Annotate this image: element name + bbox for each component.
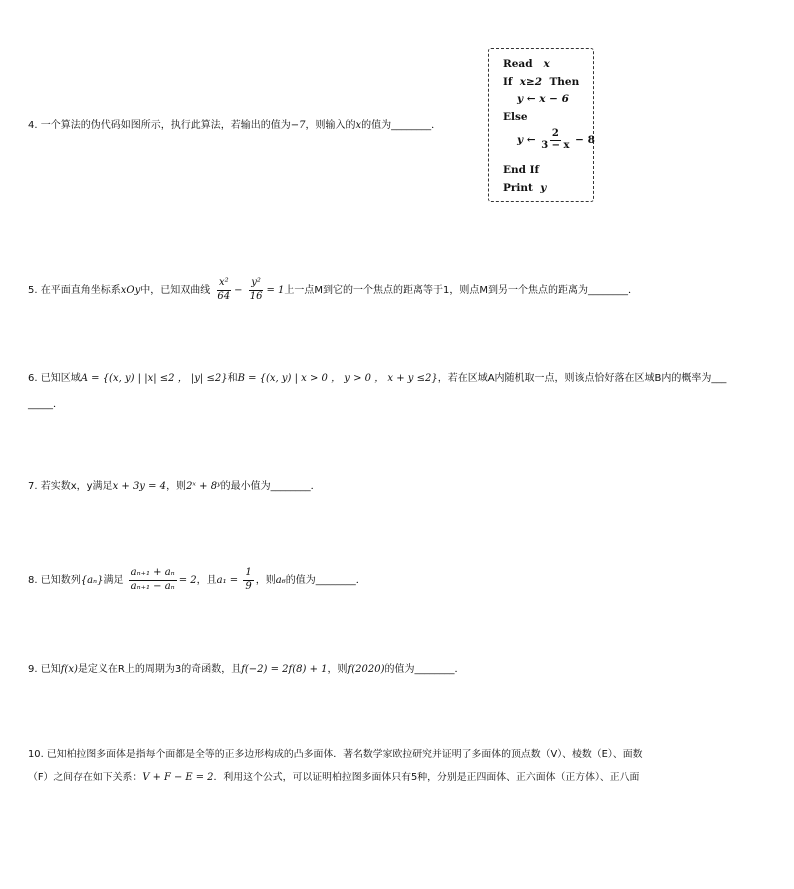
- pseudocode-box: [488, 48, 594, 202]
- question-10-line-1: [28, 750, 642, 760]
- q8-a1-fraction: [243, 568, 253, 592]
- q9-text-4: 的值为________．: [384, 664, 465, 675]
- q7-text-2: ，则: [166, 481, 187, 492]
- q6-text-2: ，若在区域A内随机取一点，则该点恰好落在区域B内的概率为___: [437, 373, 727, 384]
- q6-and: 和: [227, 373, 238, 384]
- q7-text-3: 的最小值为________．: [220, 481, 321, 492]
- q8-a1: a₁ =: [216, 575, 239, 586]
- question-6-line-2: [28, 400, 63, 410]
- code-assign-1: [517, 93, 569, 105]
- q8-fraction-den: aₙ₊₁ − aₙ: [130, 580, 175, 592]
- question-7: [28, 482, 321, 492]
- q8-text-3: ，且: [196, 575, 217, 586]
- q8-a1-num: 1: [243, 568, 253, 581]
- q7-expression: 2ˣ + 8ʸ: [186, 481, 221, 492]
- q9-target: f(2020): [347, 664, 385, 675]
- kw-print: Print: [503, 182, 533, 194]
- read-var: x: [543, 58, 550, 70]
- q10-formula: V + F − E = 2: [142, 772, 214, 783]
- code-read: [503, 58, 550, 70]
- kw-else: Else: [503, 111, 528, 123]
- question-8: [28, 568, 366, 592]
- code-if: [503, 76, 579, 88]
- q9-condition: f(−2) = 2f(8) + 1: [241, 664, 328, 675]
- q5-eq: = 1: [266, 285, 285, 296]
- q8-eq: = 2: [178, 575, 197, 586]
- if-condition: x≥2: [519, 76, 543, 88]
- q10-line-2b: ．利用这个公式，可以证明柏拉图多面体只有5种，分别是正四面体、正六面体（正方体）、正八面: [213, 772, 640, 783]
- q9-text: 9. 已知: [28, 664, 61, 675]
- q5-minus: −: [234, 285, 243, 296]
- kw-if: If: [503, 76, 513, 88]
- kw-end-if: End If: [503, 164, 540, 176]
- q7-text: 7. 若实数x，y满足: [28, 481, 113, 492]
- q9-text-3: ，则: [327, 664, 348, 675]
- assign-2-prefix: y ←: [517, 134, 536, 146]
- kw-then: Then: [549, 76, 580, 88]
- assign-2-fraction: [539, 129, 571, 151]
- q4-text: 4. 一个算法的伪代码如图所示，执行此算法，若输出的值为: [28, 120, 291, 131]
- q8-a1-den: 9: [245, 580, 252, 592]
- q6-line-2: _____．: [28, 399, 63, 410]
- q10-line-2a: （F）之间存在如下关系：: [28, 772, 143, 783]
- code-end-if: [503, 164, 539, 176]
- question-9: [28, 665, 464, 675]
- question-6-line-1: [28, 374, 726, 384]
- code-else: [503, 111, 528, 123]
- q5-frac-y-num: y²: [249, 278, 263, 291]
- assign-1: y ← x − 6: [517, 93, 569, 105]
- q8-a6: a₆: [275, 575, 286, 586]
- q4-text-2: ，则输入的: [305, 120, 356, 131]
- code-print: [503, 182, 546, 194]
- q4-text-3: 的值为________．: [361, 120, 442, 131]
- q5-coord: xOy: [120, 285, 141, 296]
- code-assign-2: [517, 129, 595, 151]
- q5-text: 5. 在平面直角坐标系: [28, 285, 121, 296]
- q5-frac-x-num: x²: [217, 278, 231, 291]
- q8-fraction-num: aₙ₊₁ + aₙ: [129, 568, 177, 581]
- q8-text-2: 满足: [103, 575, 124, 586]
- question-10-line-2: [28, 773, 639, 783]
- q5-text-2: 中，已知双曲线: [140, 285, 211, 296]
- q8-sequence: {aₙ}: [80, 575, 104, 586]
- q9-text-2: 是定义在R上的周期为3的奇函数，且: [77, 664, 242, 675]
- q6-set-a: A = {(x, y) | |x| ≤2 ， |y| ≤2}: [80, 373, 228, 384]
- q4-value: −7: [290, 120, 306, 131]
- assign-2-suffix: − 8: [575, 134, 595, 146]
- q7-condition: x + 3y = 4: [112, 481, 167, 492]
- q10-line-1: 10. 已知柏拉图多面体是指每个面都是全等的正多边形构成的凸多面体．著名数学家欧拉研究并证明了多面体的顶点数（V）、棱数（E）、面数: [28, 749, 643, 760]
- question-4: [28, 121, 441, 131]
- q5-frac-y-den: 16: [249, 290, 263, 302]
- q8-text-5: 的值为________．: [285, 575, 366, 586]
- q8-text-4: ，则: [255, 575, 276, 586]
- q5-frac-y: [248, 278, 265, 302]
- q8-fraction: [129, 568, 177, 592]
- q5-frac-x: [215, 278, 232, 302]
- q8-text: 8. 已知数列: [28, 575, 81, 586]
- q5-frac-x-den: 64: [217, 290, 231, 302]
- assign-2-den: 3 − x: [541, 139, 570, 151]
- q9-fx: f(x): [60, 664, 78, 675]
- assign-2-num: 2: [551, 128, 559, 139]
- q6-text: 6. 已知区域: [28, 373, 81, 384]
- question-5: [28, 278, 638, 302]
- print-var: y: [540, 182, 547, 194]
- q5-text-3: 上一点M到它的一个焦点的距离等于1，则点M到另一个焦点的距离为________．: [284, 285, 639, 296]
- q4-var: x: [355, 120, 362, 131]
- kw-read: Read: [503, 58, 533, 70]
- q6-set-b: B = {(x, y) | x > 0 ， y > 0 ， x + y ≤2}: [237, 373, 438, 384]
